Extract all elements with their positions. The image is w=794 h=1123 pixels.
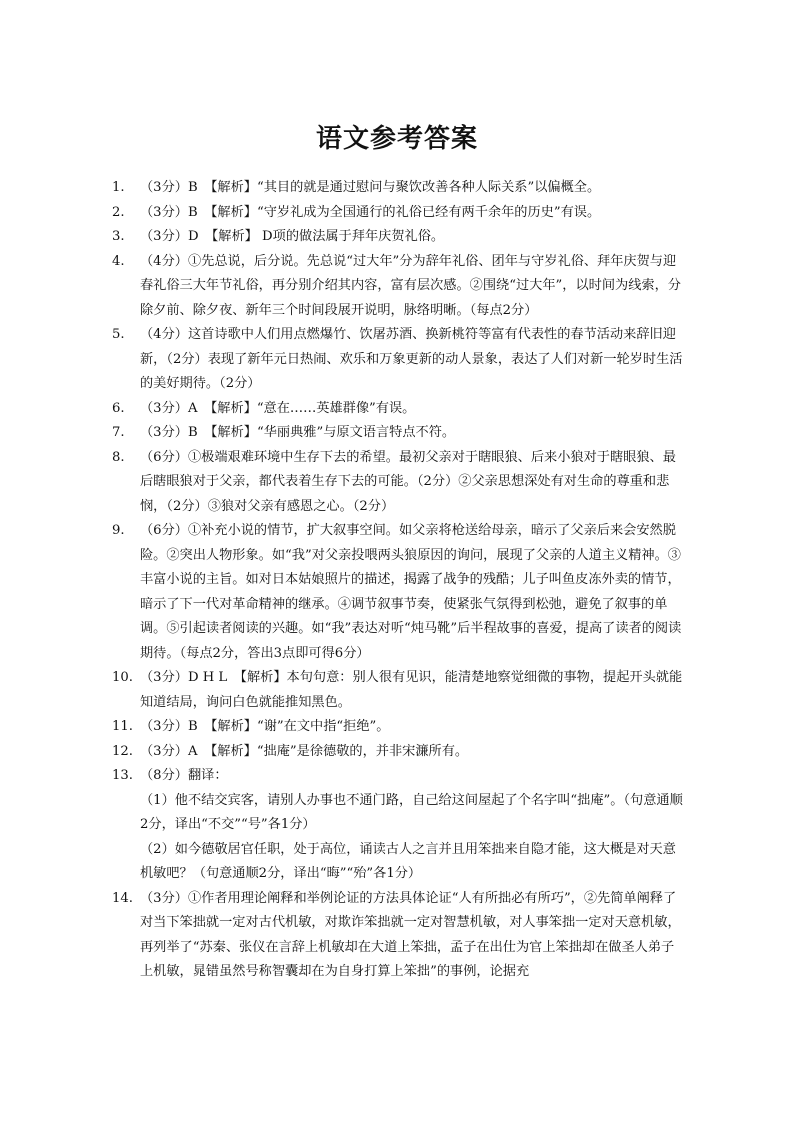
- answer-item: [112, 887, 684, 985]
- item-text: （6分）①补充小说的情节，扩大叙事空间。如父亲将枪送给母亲，暗示了父亲后来会安然脱险。②突出人物形象。如“我”对父亲投喂两头狼原因的询问，展现了父亲的人道主义精神。③丰富小说的主旨。如对日本姑娘照片的描述，揭露了战争的残酷；儿子叫鱼皮冻外卖的情节，暗示了下一代对革命精神的继承。④调节叙事节奏，使紧张气氛得到松弛，避免了叙事的单调。⑤引起读者阅读的兴趣。如“我”表达对听“炖马靴”后半程故事的喜爱，提高了读者的阅读期待。（每点2分，答出3点即可得6分）: [140, 523, 682, 661]
- item-number: 13.: [112, 768, 133, 783]
- item-number: 12.: [112, 743, 133, 759]
- item-text: （3分）A 【解析】“拙庵”是徐德敬的，并非宋濂所有。: [140, 743, 469, 759]
- item-number: 7.: [112, 425, 125, 440]
- item-text: （3分）B 【解析】“华丽典雅”与原文语言特点不符。: [140, 425, 456, 440]
- answer-item: [112, 323, 684, 397]
- item-number: 11.: [112, 719, 133, 734]
- item-text: （8分）翻译：: [140, 768, 228, 783]
- answer-item: [112, 715, 684, 740]
- answer-item: [112, 519, 684, 666]
- page-title: 语文参考答案: [315, 124, 478, 154]
- answer-item: [112, 666, 684, 715]
- answer-item: [112, 250, 684, 324]
- answer-item: [112, 764, 684, 887]
- item-number: 6.: [112, 400, 125, 416]
- item-text: （3分）B 【解析】“谢”在文中指“拒绝”。: [140, 719, 390, 734]
- item-number: 3.: [112, 229, 125, 244]
- item-text: （3分）①作者用理论阐释和举例论证的方法具体论证“人有所拙必有所巧”，②先简单阐释了对当下笨拙就一定对古代机敏，对欺诈笨拙就一定对智慧机敏，对人事笨拙一定对天意机敏，再列举了“苏秦、张仪在言辞上机敏却在大道上笨拙，孟子在出仕为官上笨拙却在做圣人弟子上机敏，晁错虽然号称智囊却在为自身打算上笨拙”的事例，论据充: [140, 890, 681, 979]
- answer-list: [112, 176, 684, 985]
- item-number: 9.: [112, 523, 125, 538]
- item-number: 10.: [112, 670, 133, 685]
- item-text: （4分）这首诗歌中人们用点燃爆竹、饮屠苏酒、换新桃符等富有代表性的春节活动来辞旧迎新，（2分）表现了新年元日热闹、欢乐和万象更新的动人景象，表达了人们对新一轮岁时生活的美好期待。（2分）: [140, 327, 683, 391]
- item-number: 5.: [112, 327, 125, 342]
- item-text: （3分）B 【解析】“其目的就是通过慰问与聚饮改善各种人际关系”以偏概全。: [140, 180, 601, 195]
- item-number: 8.: [112, 449, 125, 465]
- item-number: 14.: [112, 890, 133, 906]
- item-text: （4分）①先总说，后分说。先总说“过大年”分为辞年礼俗、团年与守岁礼俗、拜年庆贺与迎春礼俗三大年节礼俗，再分别介绍其内容，富有层次感。②围绕“过大年”，以时间为线索，分除夕前、除夕夜、新年三个时间段展开说明，脉络明晰。（每点2分）: [140, 253, 681, 318]
- translation-1: （1）他不结交宾客，请别人办事也不通门路，自己给这间屋起了个名字叫“拙庵”。（句意通顺2分，译出“不交”“号”各1分）: [140, 792, 683, 832]
- answer-item: [112, 201, 684, 226]
- item-text: （3分）B 【解析】“守岁礼成为全国通行的礼俗已经有两千余年的历史”有误。: [140, 204, 601, 220]
- answer-item: [112, 421, 684, 446]
- answer-item: [112, 740, 684, 765]
- translation-2: （2）如今德敬居官任职，处于高位，诵读古人之言并且用笨拙来自隐才能，这大概是对天意机敏吧？（句意通顺2分，译出“晦”“殆”各1分）: [140, 841, 676, 881]
- item-number: 4.: [112, 253, 125, 269]
- item-text: （3分）D H L 【解析】本句句意：别人很有见识，能清楚地察觉细微的事物，提起开头就能知道结局，询问白色就能推知黑色。: [140, 670, 683, 710]
- item-text: （6分）①极端艰难环境中生存下去的希望。最初父亲对于瞎眼狼、后来小狼对于瞎眼狼、最后瞎眼狼对于父亲，都代表着生存下去的可能。（2分）②父亲思想深处有对生命的尊重和悲悯，（2分）③狼对父亲有感恩之心。（2分）: [140, 449, 676, 514]
- item-number: 2.: [112, 204, 125, 220]
- answer-item: [112, 225, 684, 250]
- item-text: （3分）A 【解析】“意在……英雄群像”有误。: [140, 400, 416, 416]
- item-text: （3分）D 【解析】 D项的做法属于拜年庆贺礼俗。: [140, 229, 445, 244]
- answer-item: [112, 446, 684, 520]
- answer-item: [112, 176, 684, 201]
- answer-item: [112, 397, 684, 422]
- item-number: 1.: [112, 180, 125, 195]
